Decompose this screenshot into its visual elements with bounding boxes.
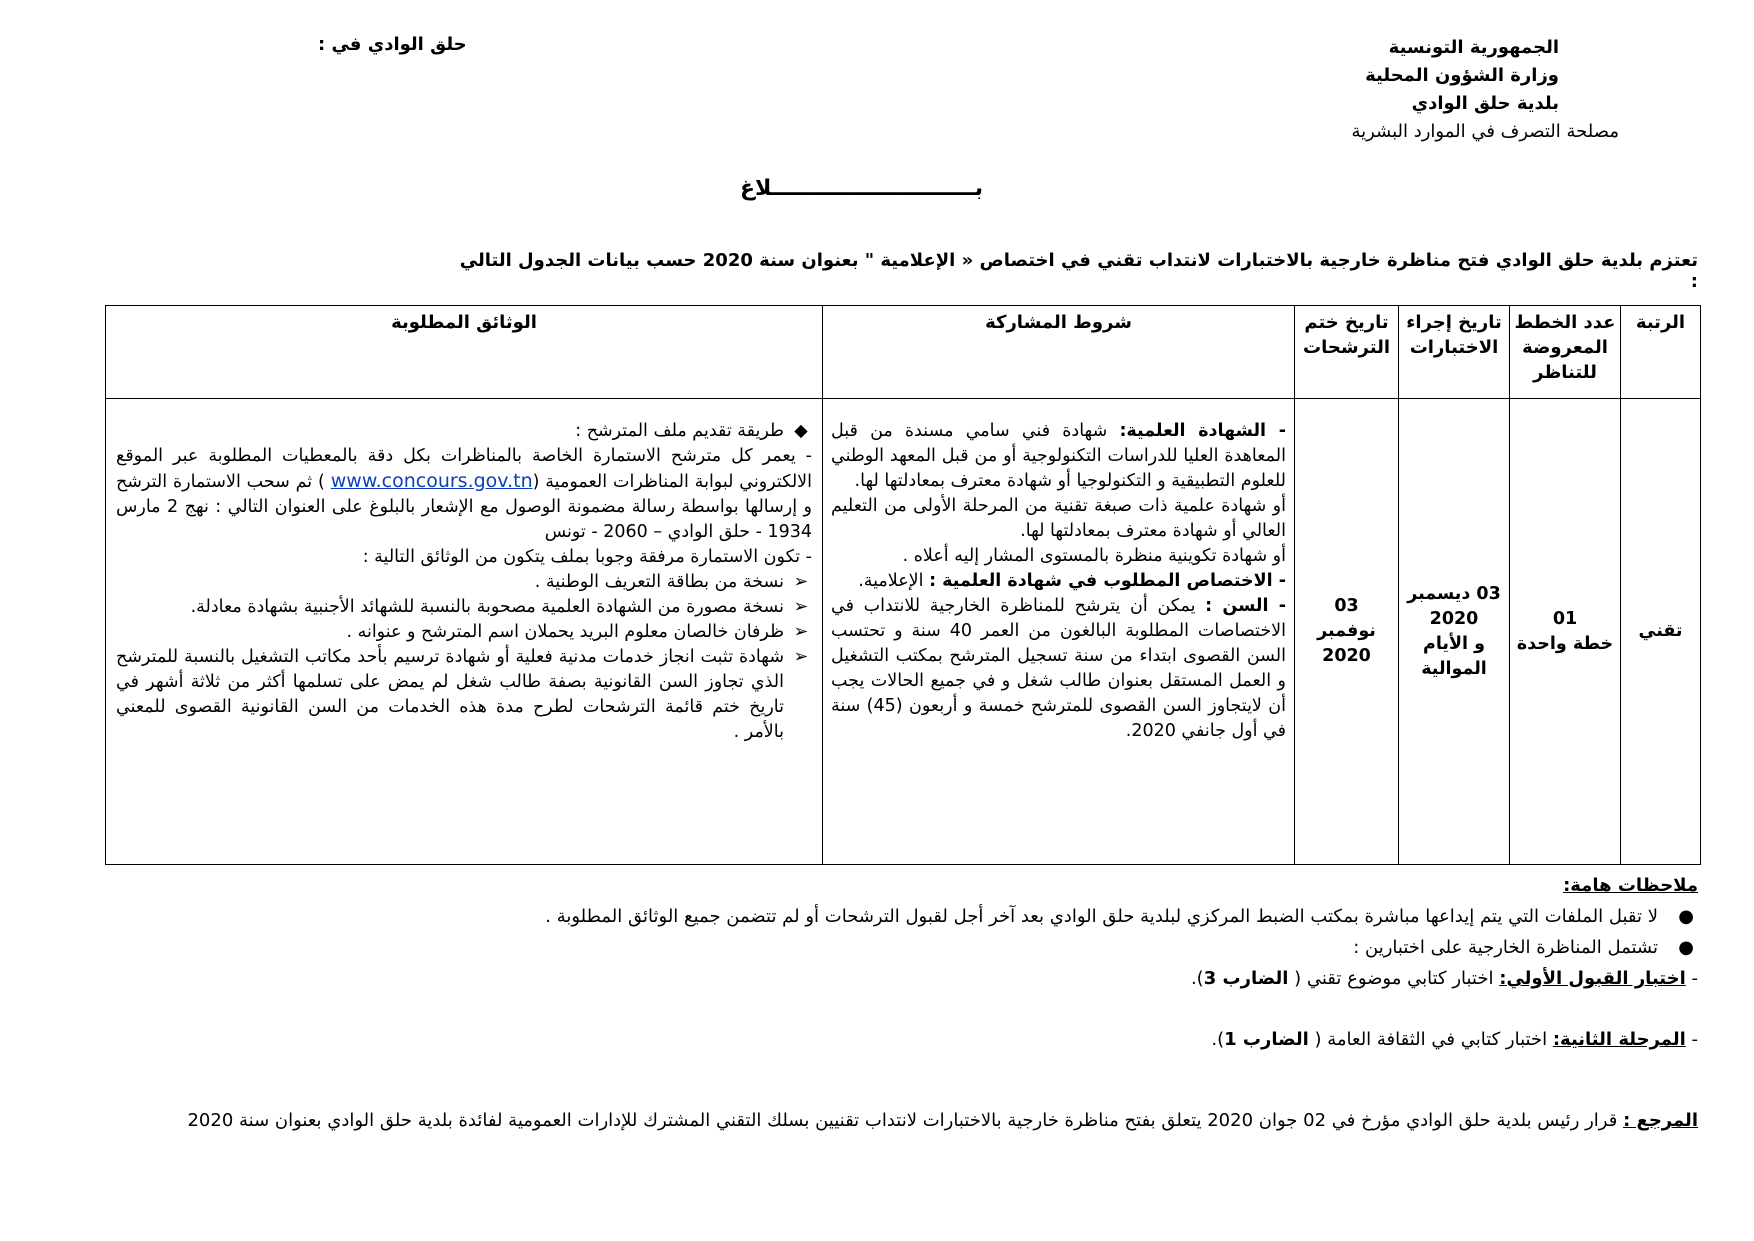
note-bullet-text: تشتمل المناظرة الخارجية على اختبارين : (1353, 937, 1658, 958)
bullet-icon: ● (1678, 937, 1694, 958)
list-item (116, 570, 812, 595)
required-doc-text: شهادة تثبت انجاز خدمات مدنية فعلية أو شهادة ترسيم بأحد مكاتب التشغيل بالنسبة للمترشح الذي تجاوز السن القانونية بصفة طالب شغل لم يمض على تسلمها أكثر من ثلاثة أشهر في تاريخ ختم قائمة الترشحات لطرح مدة هذه الخدمات من السن القانونية القصوى للمعني بالأمر . (116, 647, 784, 742)
reference-note (98, 1105, 1698, 1136)
close-date-line-3: 2020 (1322, 646, 1371, 666)
table-row (106, 399, 1701, 865)
header-line-service: مصلحة التصرف في الموارد البشرية (1351, 121, 1619, 142)
cell-exam-date (1399, 399, 1510, 865)
condition-age-text: يمكن أن يترشح للمناظرة الخارجية للانتداب في الاختصاصات المطلوبة البالغون من العمر 40 سنة و تحتسب السن القصوى ابتداء من سنة تسجيل المترشح بمكتب التشغيل و العمل المستقل بعنوان طالب شغل و في جميع الحالات يجب أن لايتجاوز السن القصوى للمترشح خمسة و أربعون (45) سنة في أول جانفي 2020. (831, 596, 1286, 741)
page-title: بـــــــــــــــــــــــــــلاغ (740, 176, 984, 201)
second-exam-label: المرحلة الثانية: (1552, 1029, 1686, 1050)
posts-text: خطة واحدة (1516, 633, 1614, 654)
col-documents-header: الوثائق المطلوبة (106, 306, 823, 399)
condition-degree-alt-1: أو شهادة علمية ذات صبغة تقنية من المرحلة الأولى من التعليم العالي أو شهادة معترف بمعادلتها لها. (831, 496, 1286, 541)
col-rank-header: الرتبة (1621, 306, 1701, 399)
condition-age-label: - السن : (1205, 596, 1286, 616)
exam-date-line-3: و الأيام الموالية (1421, 633, 1487, 679)
concours-portal-link[interactable]: www.concours.gov.tn (330, 470, 533, 492)
arrow-bullet-icon: ➢ (793, 572, 809, 592)
reference-label: المرجع : (1623, 1110, 1698, 1131)
reference-text: قرار رئيس بلدية حلق الوادي مؤرخ في 02 جوان 2020 يتعلق بفتح مناظرة خارجية بالاختبارات لانتداب تقنيين بسلك التقني المشترك للإدارات العمومية لفائدة بلدية حلق الوادي بعنوان سنة 2020 (187, 1110, 1624, 1131)
intro-text: تعتزم بلدية حلق الوادي فتح مناظرة خارجية بالاختبارات لانتداب تقني في اختصاص « الإعلامية " بعنوان سنة 2020 حسب بيانات الجدول التالي : (459, 250, 1698, 292)
col-close-date-header: تاريخ ختم الترشحات (1295, 306, 1399, 399)
docs-fill-text-1: - يعمر كل مترشح الاستمارة الخاصة بالمناظرات بكل دقة بالمعطيات المطلوبة عبر الموقع الالكتروني لبوابة المناظرات العمومية ( (116, 446, 812, 492)
list-item (116, 645, 812, 745)
first-exam-coef: الضارب 3 (1203, 968, 1289, 989)
condition-age (831, 594, 1286, 744)
header-line-ministry: وزارة الشؤون المحلية (1365, 65, 1559, 86)
posts-count: 01 (1552, 608, 1578, 629)
note-bullet (98, 901, 1698, 932)
notes-heading: ملاحظات هامة: (1563, 875, 1698, 896)
condition-specialty-label: - الاختصاص المطلوب في شهادة العلمية : (929, 571, 1286, 591)
notes-section (98, 870, 1698, 1136)
arrow-bullet-icon: ➢ (793, 622, 809, 642)
condition-degree-alt-2: أو شهادة تكوينية منظرة بالمستوى المشار إليه أعلاه . (902, 546, 1286, 566)
note-bullet-text: لا تقبل الملفات التي يتم إيداعها مباشرة بمكتب الضبط المركزي لبلدية حلق الوادي بعد آخر أجل لقبول الترشحات أو لم تتضمن جميع الوثائق المطلوبة . (545, 906, 1658, 927)
header-line-republic: الجمهورية التونسية (1388, 37, 1559, 58)
condition-specialty-text: الإعلامية. (858, 571, 930, 591)
header-institution (1199, 34, 1619, 146)
first-exam-text: اختبار كتابي موضوع تقني ( (1288, 968, 1500, 989)
cell-rank (1621, 399, 1701, 865)
condition-degree-text: شهادة فني سامي مسندة من قبل المعاهدة العليا للدراسات التكنولوجية أو من قبل المعهد الوطني للعلوم التطبيقية و التكنولوجيا أو شهادة معترف بمعادلتها لها. (831, 421, 1286, 491)
docs-form-item (116, 545, 812, 570)
condition-degree (831, 419, 1286, 494)
first-exam-label: اختبار القبول الأولي: (1499, 968, 1686, 989)
list-item (116, 595, 812, 620)
header-date-place: حلق الوادي في : (318, 34, 467, 55)
exam-date-line-2: 2020 (1429, 608, 1479, 629)
rank-value: تقني (1638, 621, 1683, 641)
condition-specialty (831, 569, 1286, 594)
cell-conditions (823, 399, 1295, 865)
docs-fill-text-2: ) ثم سحب الاستمارة الترشح و إرسالها بواسطة رسالة مضمونة الوصول مع الإشعار بالبلوغ على العنوان التالي : نهج 2 مارس 1934 - حلق الوادي – 2060 - تونس (116, 472, 812, 542)
note-bullet (98, 932, 1698, 963)
second-exam-coef: الضارب 1 (1224, 1029, 1309, 1050)
diamond-bullet-icon: ◆ (794, 421, 808, 441)
cell-documents (106, 399, 823, 865)
list-item (116, 620, 812, 645)
header-line-municipality: بلدية حلق الوادي (1411, 93, 1559, 114)
cell-posts (1510, 399, 1621, 865)
col-posts-header: عدد الخطط المعروضة للتناظر (1510, 306, 1621, 399)
condition-degree-label: - الشهادة العلمية: (1119, 421, 1286, 441)
docs-form-text: - تكون الاستمارة مرفقة وجوبا بملف يتكون من الوثائق التالية : (362, 547, 812, 567)
bullet-icon: ● (1678, 906, 1694, 927)
note-second-exam: - المرحلة الثانية: اختبار كتابي في الثقافة العامة ( الضارب 1). (1211, 1029, 1698, 1050)
competition-table (105, 305, 1701, 865)
table-header-row (106, 306, 1701, 399)
close-date-line-2: نوفمبر (1317, 621, 1376, 641)
arrow-bullet-icon: ➢ (793, 597, 809, 617)
exam-date-line-1: 03 ديسمبر (1407, 583, 1501, 604)
second-exam-text: اختبار كتابي في الثقافة العامة ( (1308, 1029, 1553, 1050)
close-date-line-1: 03 (1334, 596, 1359, 616)
cell-close-date (1295, 399, 1399, 865)
col-conditions-header: شروط المشاركة (823, 306, 1295, 399)
required-doc-text: ظرفان خالصان معلوم البريد يحملان اسم المترشح و عنوانه . (346, 622, 784, 642)
note-first-exam: - اختبار القبول الأولي: اختبار كتابي موضوع تقني ( الضارب 3). (1190, 968, 1698, 989)
arrow-bullet-icon: ➢ (793, 647, 809, 667)
docs-method-item (116, 419, 812, 444)
docs-method-text: طريقة تقديم ملف المترشح : (575, 421, 784, 441)
required-doc-text: نسخة مصورة من الشهادة العلمية مصحوبة بالنسبة للشهائد الأجنبية بشهادة معادلة. (190, 597, 784, 617)
col-exam-date-header: تاريخ إجراء الاختبارات (1399, 306, 1510, 399)
required-doc-text: نسخة من بطاقة التعريف الوطنية . (534, 572, 784, 592)
docs-fill-item (116, 444, 812, 545)
